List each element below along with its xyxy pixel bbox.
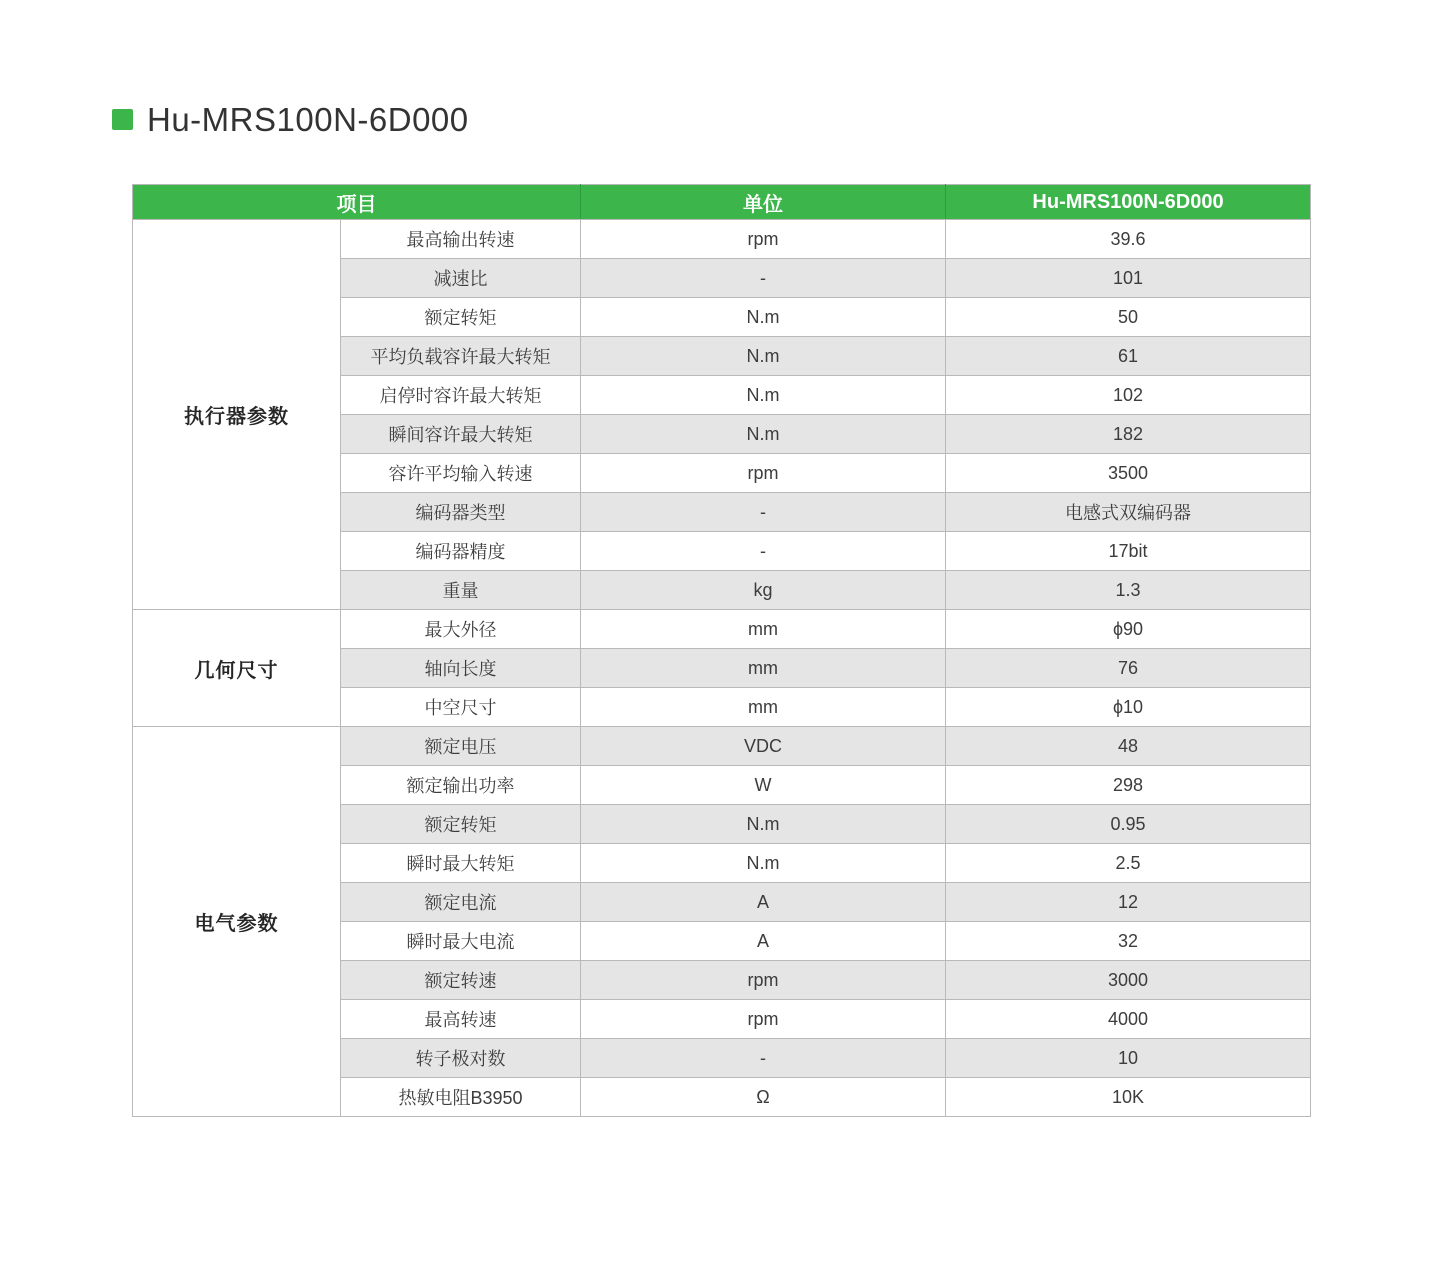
group-cell-electrical: 电气参数 [133, 727, 341, 1117]
item-cell: 轴向长度 [341, 649, 581, 688]
unit-cell: A [581, 922, 946, 961]
item-cell: 热敏电阻B3950 [341, 1078, 581, 1117]
value-cell: 0.95 [946, 805, 1311, 844]
unit-cell: mm [581, 688, 946, 727]
value-cell: 101 [946, 259, 1311, 298]
item-cell: 编码器精度 [341, 532, 581, 571]
item-cell: 额定输出功率 [341, 766, 581, 805]
unit-cell: mm [581, 610, 946, 649]
header-model: Hu-MRS100N-6D000 [946, 185, 1311, 220]
value-cell: 3500 [946, 454, 1311, 493]
group-cell-actuator: 执行器参数 [133, 220, 341, 610]
value-cell: 102 [946, 376, 1311, 415]
item-cell: 重量 [341, 571, 581, 610]
value-cell: ϕ10 [946, 688, 1311, 727]
item-cell: 额定电压 [341, 727, 581, 766]
value-cell: 17bit [946, 532, 1311, 571]
unit-cell: rpm [581, 454, 946, 493]
value-cell: 10 [946, 1039, 1311, 1078]
item-cell: 最高输出转速 [341, 220, 581, 259]
item-cell: 中空尺寸 [341, 688, 581, 727]
unit-cell: W [581, 766, 946, 805]
value-cell: 61 [946, 337, 1311, 376]
item-cell: 瞬时最大电流 [341, 922, 581, 961]
unit-cell: - [581, 1039, 946, 1078]
value-cell: 1.3 [946, 571, 1311, 610]
value-cell: 10K [946, 1078, 1311, 1117]
value-cell: 39.6 [946, 220, 1311, 259]
value-cell: 电感式双编码器 [946, 493, 1311, 532]
unit-cell: N.m [581, 376, 946, 415]
header-item: 项目 [133, 185, 581, 220]
item-cell: 额定转速 [341, 961, 581, 1000]
item-cell: 最高转速 [341, 1000, 581, 1039]
item-cell: 编码器类型 [341, 493, 581, 532]
item-cell: 最大外径 [341, 610, 581, 649]
value-cell: 12 [946, 883, 1311, 922]
table-row [133, 220, 1311, 259]
unit-cell: N.m [581, 337, 946, 376]
item-cell: 额定转矩 [341, 805, 581, 844]
item-cell: 减速比 [341, 259, 581, 298]
unit-cell: rpm [581, 961, 946, 1000]
item-cell: 转子极对数 [341, 1039, 581, 1078]
unit-cell: - [581, 532, 946, 571]
unit-cell: VDC [581, 727, 946, 766]
value-cell: 298 [946, 766, 1311, 805]
value-cell: 76 [946, 649, 1311, 688]
value-cell: 48 [946, 727, 1311, 766]
table-row [133, 610, 1311, 649]
unit-cell: N.m [581, 415, 946, 454]
unit-cell: N.m [581, 805, 946, 844]
unit-cell: N.m [581, 298, 946, 337]
table-row [133, 727, 1311, 766]
item-cell: 额定转矩 [341, 298, 581, 337]
value-cell: 50 [946, 298, 1311, 337]
unit-cell: rpm [581, 1000, 946, 1039]
unit-cell: - [581, 493, 946, 532]
value-cell: 182 [946, 415, 1311, 454]
value-cell: 4000 [946, 1000, 1311, 1039]
group-cell-geometry: 几何尺寸 [133, 610, 341, 727]
unit-cell: N.m [581, 844, 946, 883]
green-square-icon [112, 109, 133, 130]
item-cell: 启停时容许最大转矩 [341, 376, 581, 415]
unit-cell: mm [581, 649, 946, 688]
unit-cell: Ω [581, 1078, 946, 1117]
unit-cell: kg [581, 571, 946, 610]
item-cell: 瞬间容许最大转矩 [341, 415, 581, 454]
item-cell: 瞬时最大转矩 [341, 844, 581, 883]
unit-cell: - [581, 259, 946, 298]
unit-cell: A [581, 883, 946, 922]
value-cell: 2.5 [946, 844, 1311, 883]
item-cell: 额定电流 [341, 883, 581, 922]
value-cell: 3000 [946, 961, 1311, 1000]
unit-cell: rpm [581, 220, 946, 259]
table-header-row [133, 185, 1311, 220]
value-cell: ϕ90 [946, 610, 1311, 649]
header-unit: 单位 [581, 185, 946, 220]
item-cell: 容许平均输入转速 [341, 454, 581, 493]
value-cell: 32 [946, 922, 1311, 961]
spec-table [132, 184, 1311, 1117]
item-cell: 平均负载容许最大转矩 [341, 337, 581, 376]
page-title: Hu-MRS100N-6D000 [147, 101, 469, 138]
page-title-row [112, 103, 469, 136]
